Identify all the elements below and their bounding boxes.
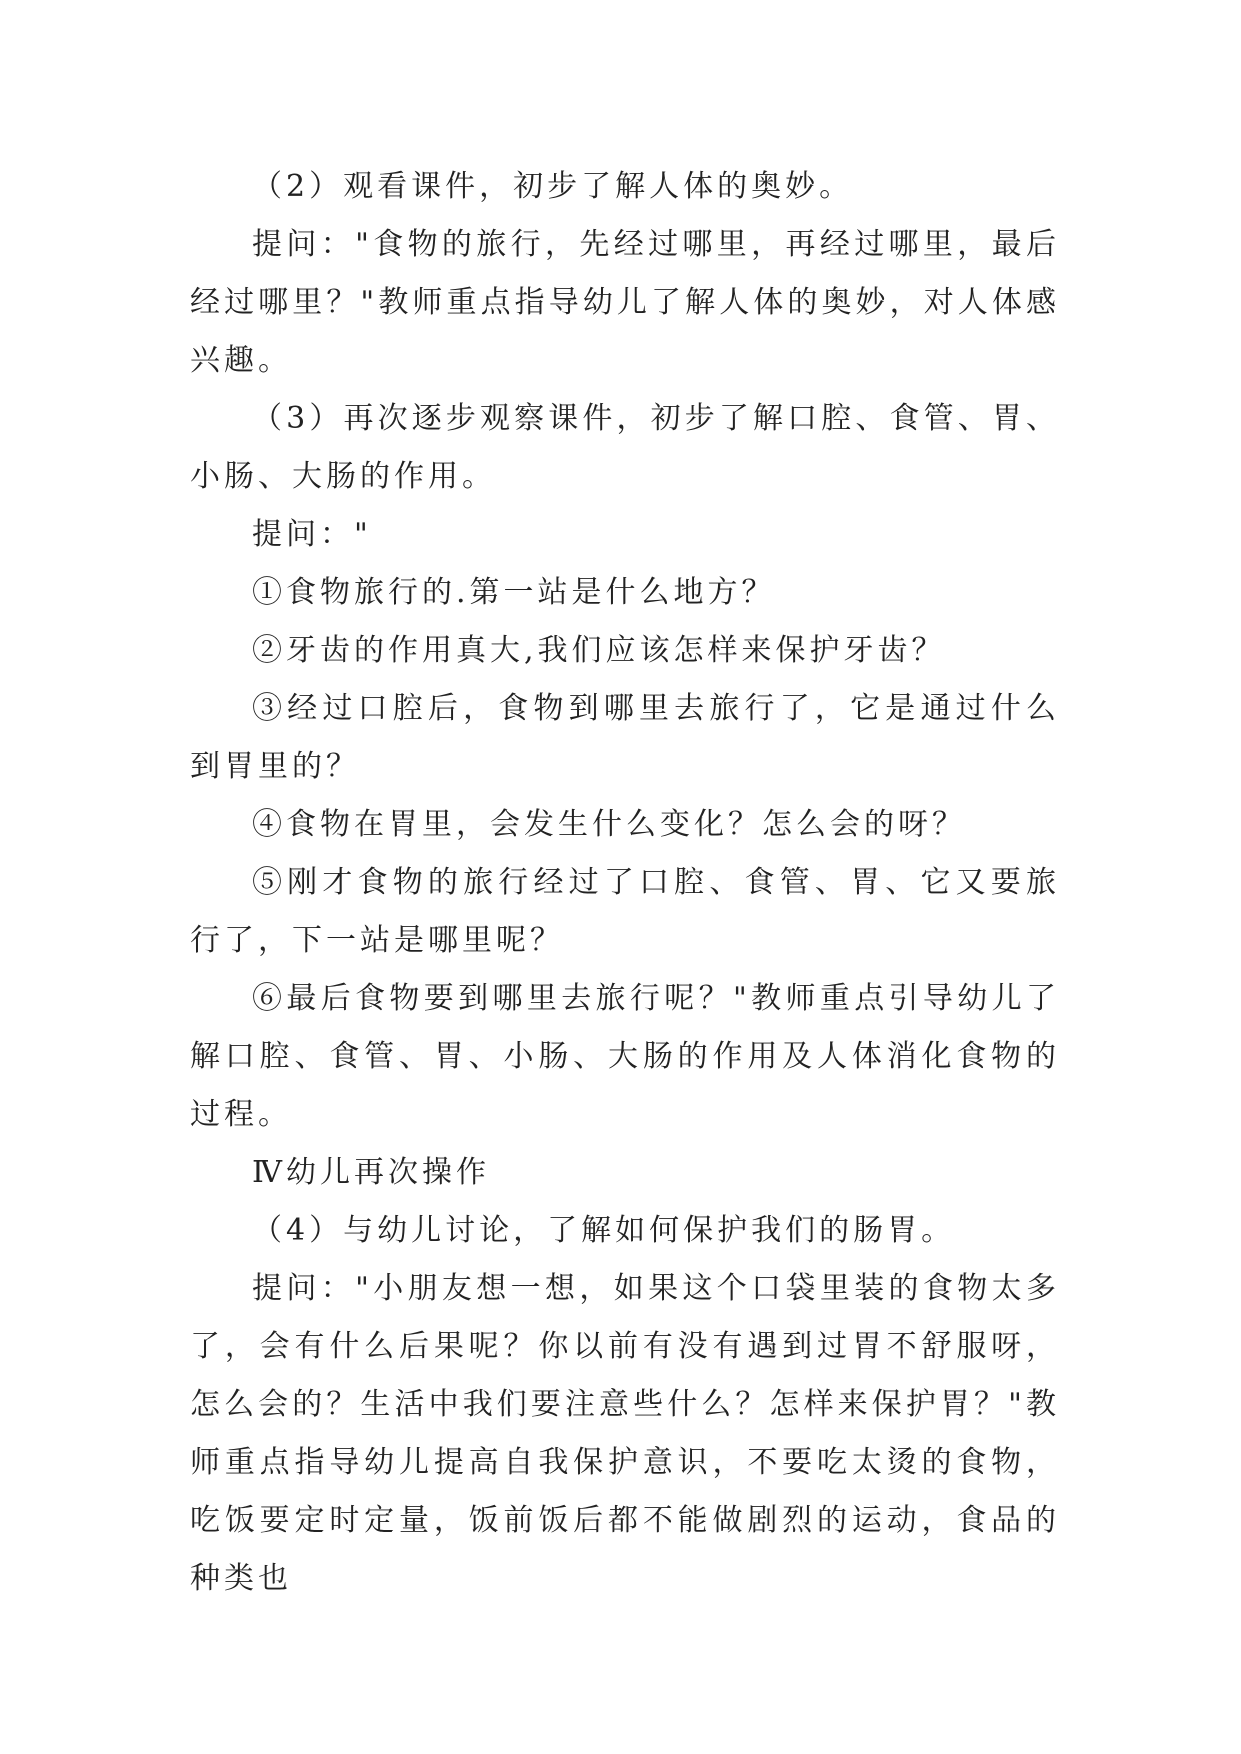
paragraph-question-2: 提问：" <box>252 517 372 552</box>
paragraph-step-2: （2）观看课件，初步了解人体的奥妙。 <box>252 169 854 204</box>
section-heading-iv: Ⅳ幼儿再次操作 <box>252 1155 490 1190</box>
list-item-3: ③经过口腔后，食物到哪里去旅行了，它是通过什么到胃里的？ <box>190 691 1060 784</box>
paragraph-step-3: （3）再次逐步观察课件，初步了解口腔、食管、胃、小肠、大肠的作用。 <box>190 401 1060 494</box>
paragraph-question-3: 提问："小朋友想一想，如果这个口袋里装的食物太多了，会有什么后果呢？你以前有没有遇到过胃不舒服呀，怎么会的？生活中我们要注意些什么？怎样来保护胃？"教师重点指导幼儿提高自我保护意识，不要吃太烫的食物，吃饭要定时定量，饭前饭后都不能做剧烈的运动，食品的种类也 <box>190 1271 1060 1596</box>
list-item-5: ⑤刚才食物的旅行经过了口腔、食管、胃、它又要旅行了，下一站是哪里呢？ <box>190 865 1060 958</box>
document-body <box>190 158 1060 1608</box>
list-item-1: ①食物旅行的.第一站是什么地方？ <box>252 575 776 610</box>
list-item-4: ④食物在胃里，会发生什么变化？怎么会的呀？ <box>252 807 966 842</box>
paragraph-question-1: 提问："食物的旅行，先经过哪里，再经过哪里，最后经过哪里？"教师重点指导幼儿了解人体的奥妙，对人体感兴趣。 <box>190 227 1060 378</box>
list-item-2: ②牙齿的作用真大,我们应该怎样来保护牙齿？ <box>252 633 946 668</box>
list-item-6: ⑥最后食物要到哪里去旅行呢？"教师重点引导幼儿了解口腔、食管、胃、小肠、大肠的作用及人体消化食物的过程。 <box>190 981 1060 1132</box>
paragraph-step-4: （4）与幼儿讨论，了解如何保护我们的肠胃。 <box>252 1213 956 1248</box>
